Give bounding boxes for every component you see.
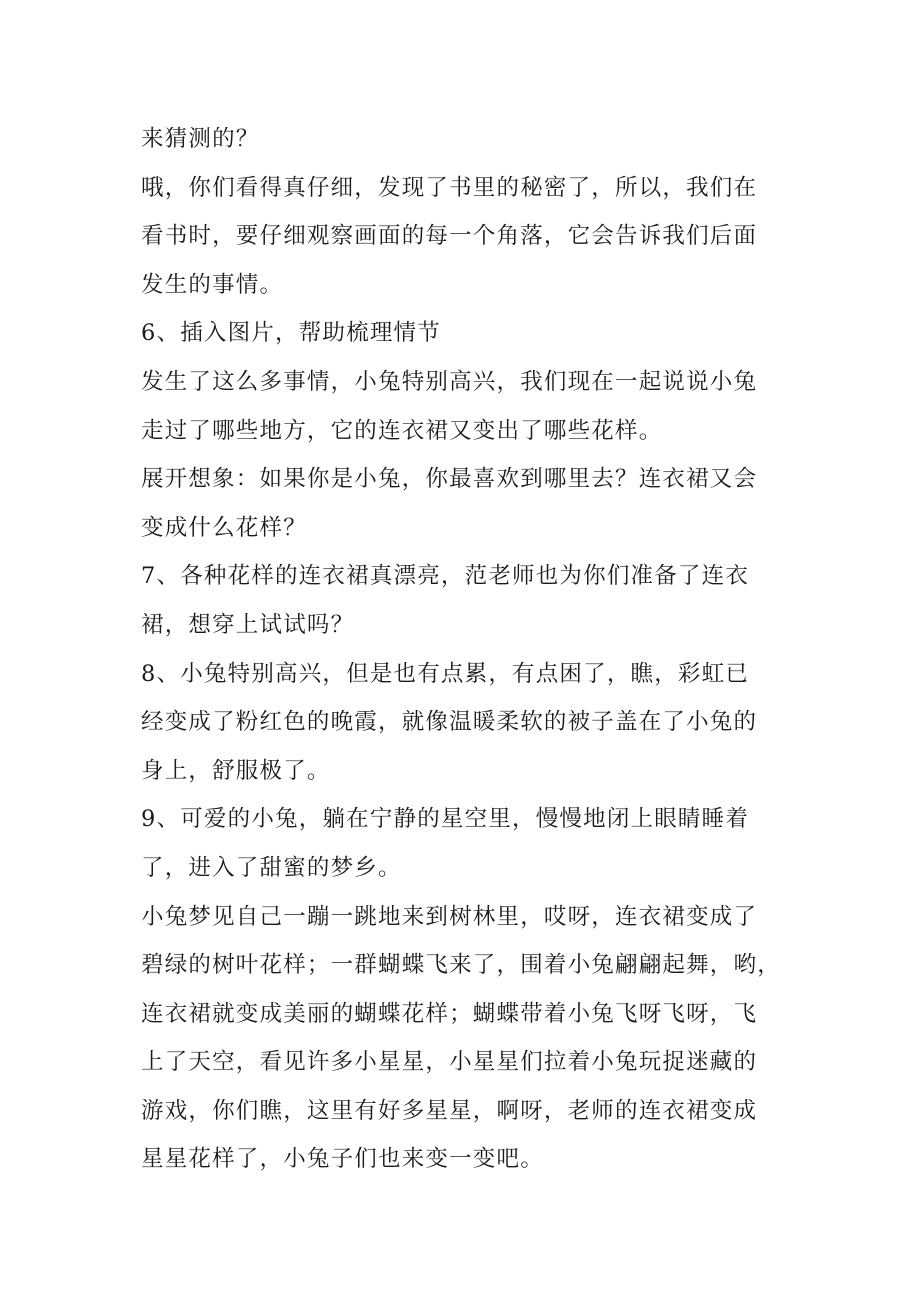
text-line: 哦，你们看得真仔细，发现了书里的秘密了，所以，我们在 (141, 174, 758, 201)
text-line: 展开想象：如果你是小兔，你最喜欢到哪里去？连衣裙又会 (141, 466, 758, 493)
text-line: 走过了哪些地方，它的连衣裙又变出了哪些花样。 (141, 417, 663, 444)
text-line: 碧绿的树叶花样；一群蝴蝶飞来了，围着小兔翩翩起舞，哟， (141, 952, 781, 979)
text-line: 发生了这么多事情，小兔特别高兴，我们现在一起说说小兔 (141, 368, 758, 395)
text-line: 9、可爱的小兔，躺在宁静的星空里，慢慢地闭上眼睛睡着 (141, 806, 750, 833)
text-line: 游戏，你们瞧，这里有好多星星，啊呀，老师的连衣裙变成 (141, 1097, 758, 1124)
text-line: 来猜测的？ (141, 126, 260, 152)
text-line: 发生的事情。 (141, 271, 284, 298)
text-line: 裙，想穿上试试吗？ (141, 611, 355, 638)
text-line: 看书时，要仔细观察画面的每一个角落，它会告诉我们后面 (141, 223, 758, 250)
section-heading: 6、插入图片，帮助梳理情节 (141, 320, 441, 347)
text-line: 了，进入了甜蜜的梦乡。 (141, 854, 402, 881)
text-line: 8、小兔特别高兴，但是也有点累，有点困了，瞧，彩虹已 (141, 660, 750, 687)
text-line: 身上，舒服极了。 (141, 757, 331, 784)
text-line: 上了天空，看见许多小星星，小星星们拉着小兔玩捉迷藏的 (141, 1049, 758, 1076)
document-body (141, 115, 791, 1184)
text-line: 连衣裙就变成美丽的蝴蝶花样；蝴蝶带着小兔飞呀飞呀，飞 (141, 1000, 758, 1027)
text-line: 小兔梦见自己一蹦一跳地来到树林里，哎呀，连衣裙变成了 (141, 903, 758, 930)
text-line: 经变成了粉红色的晚霞，就像温暖柔软的被子盖在了小兔的 (141, 709, 758, 736)
text-line: 星星花样了，小兔子们也来变一变吧。 (141, 1146, 544, 1173)
text-line: 7、各种花样的连衣裙真漂亮，范老师也为你们准备了连衣 (141, 563, 750, 590)
text-line: 变成什么花样？ (141, 514, 307, 541)
